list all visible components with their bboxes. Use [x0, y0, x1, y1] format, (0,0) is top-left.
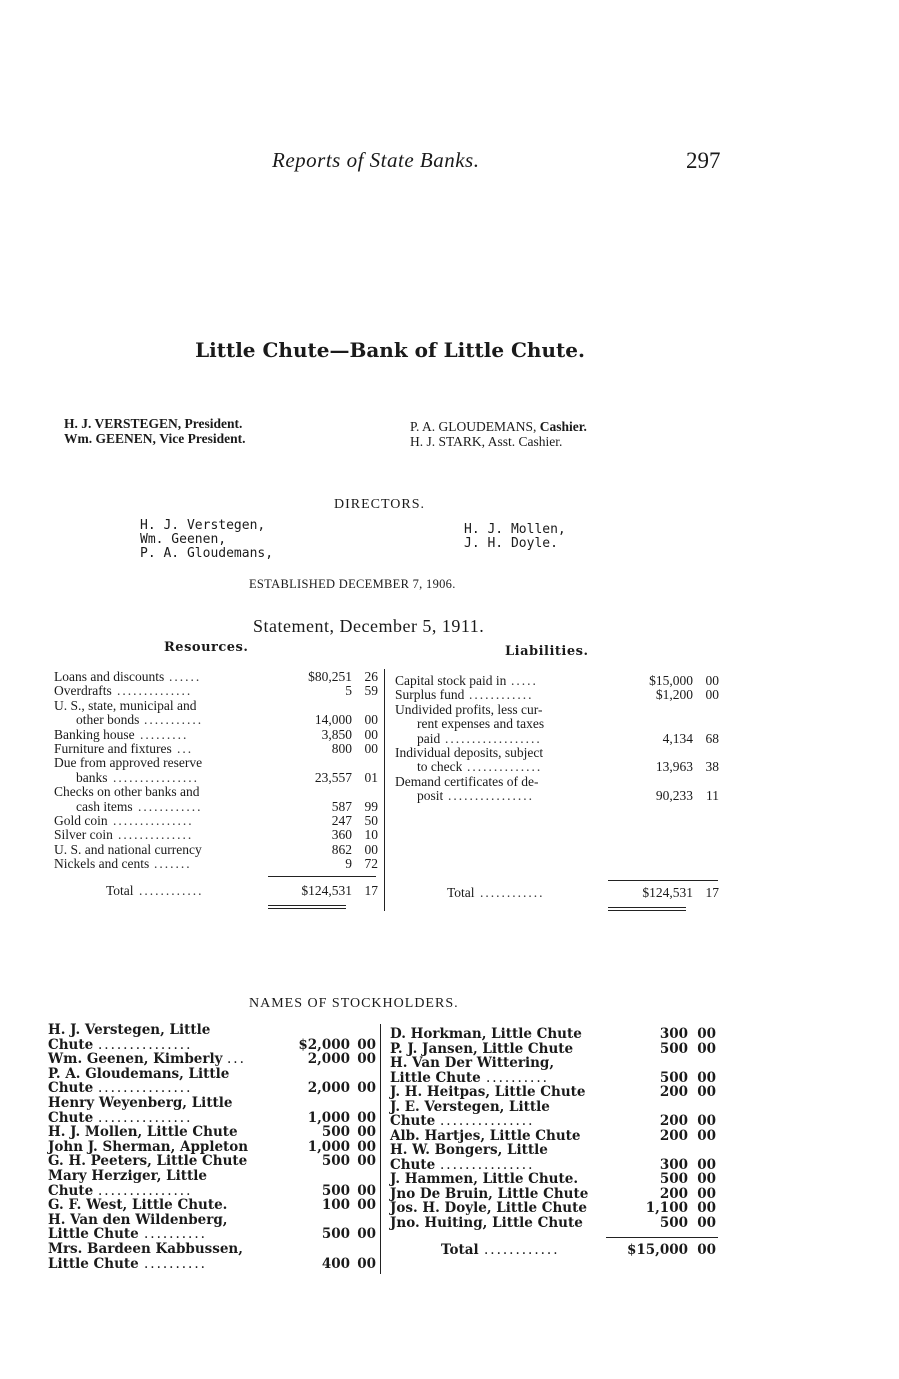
row-cents: 50	[364, 813, 378, 828]
row-label: Total	[441, 1242, 479, 1258]
stockholder-row	[390, 1042, 716, 1056]
row-cents: 00	[697, 1171, 716, 1187]
stockholder-row	[48, 1096, 376, 1110]
row-cents: 00	[364, 841, 378, 857]
leader-dots: ............	[469, 688, 534, 703]
resource-row	[54, 843, 378, 857]
row-amount: 1,000	[307, 1109, 350, 1126]
leader-dots: ...............	[98, 1037, 193, 1052]
officer-name: H. J. STARK,	[410, 434, 486, 449]
row-amount: 500	[321, 1226, 350, 1243]
director-name: J. H. Doyle.	[464, 536, 558, 551]
page-number: 297	[686, 148, 721, 173]
row-cents: 00	[705, 673, 719, 688]
leader-dots: ............	[480, 886, 545, 900]
stockholder-row	[48, 1111, 376, 1125]
resources-heading: Resources.	[164, 640, 249, 655]
stockholder-row	[48, 1198, 376, 1212]
row-label: G. H. Peeters, Little Chute	[48, 1153, 248, 1170]
row-amount: 800	[331, 741, 352, 756]
row-cents: 68	[705, 730, 719, 746]
row-label: U. S., state, municipal and	[54, 698, 197, 713]
row-label: D. Horkman, Little Chute	[390, 1026, 582, 1042]
stockholder-row	[390, 1143, 716, 1157]
stockholder-row	[390, 1201, 716, 1215]
stockholder-row	[48, 1154, 376, 1168]
row-cents: 00	[697, 1084, 716, 1100]
officer-president	[64, 416, 246, 431]
row-label: Total	[447, 886, 475, 900]
liability-row	[395, 688, 719, 702]
row-label: Undivided profits, less cur-	[395, 702, 543, 717]
stockholder-row	[390, 1172, 716, 1186]
resource-row	[54, 814, 378, 828]
leader-dots: ...	[177, 742, 194, 756]
row-label: Overdrafts	[54, 684, 112, 699]
row-cents: 00	[364, 741, 378, 756]
resource-row	[54, 742, 378, 756]
row-label: cash items	[76, 799, 133, 814]
row-label: Demand certificates of de-	[395, 774, 539, 789]
row-cents: 00	[697, 1185, 716, 1202]
liability-row	[395, 674, 719, 688]
running-title: Reports of State Banks.	[272, 148, 480, 172]
row-amount: 500	[659, 1069, 688, 1086]
row-label: Little Chute	[48, 1255, 139, 1272]
liability-row	[395, 717, 719, 731]
stockholder-row	[390, 1100, 716, 1114]
row-label: H. Van Der Wittering,	[390, 1055, 555, 1071]
stockholder-row	[48, 1140, 376, 1154]
directors-right	[464, 523, 566, 551]
leader-dots: ..............	[467, 760, 543, 775]
row-label: Chute	[390, 1113, 436, 1129]
row-cents: 00	[697, 1026, 716, 1042]
row-label: Silver coin	[54, 828, 113, 843]
row-cents: 00	[697, 1214, 716, 1231]
row-cents: 38	[705, 759, 719, 775]
leader-dots: ...............	[98, 1183, 193, 1198]
row-amount: 14,000	[314, 712, 352, 728]
total-rule	[608, 880, 718, 881]
leader-dots: .........	[140, 727, 189, 742]
directors-left	[140, 519, 273, 561]
row-amount: 1,000	[307, 1138, 350, 1155]
row-cents: 00	[357, 1080, 376, 1097]
total-double-rule	[608, 907, 686, 908]
row-cents: 17	[705, 885, 719, 900]
stockholder-row	[48, 1081, 376, 1095]
row-cents: 00	[357, 1051, 376, 1068]
row-amount: $124,531	[301, 883, 352, 898]
row-label: Chute	[48, 1036, 94, 1053]
column-divider	[380, 1024, 381, 1274]
leader-dots: ..............	[117, 684, 193, 699]
row-label: Capital stock paid in	[395, 674, 507, 688]
row-cents: 00	[357, 1153, 376, 1170]
resource-row	[54, 713, 378, 727]
row-amount: 500	[659, 1171, 688, 1187]
row-label: Mary Herziger, Little	[48, 1168, 207, 1184]
row-amount: $1,200	[655, 687, 693, 703]
director-name: Wm. Geenen,	[140, 532, 227, 547]
row-cents: 00	[357, 1138, 376, 1155]
liability-row	[395, 789, 719, 803]
row-label: John J. Sherman, Appleton	[48, 1138, 249, 1155]
row-label: Due from approved reserve	[54, 756, 203, 771]
row-amount: 200	[659, 1127, 688, 1144]
established-date: ESTABLISHED DECEMBER 7, 1906.	[249, 577, 456, 591]
leader-dots: ..........	[144, 1256, 207, 1271]
stockholder-row	[48, 1052, 376, 1066]
row-amount: 500	[321, 1124, 350, 1141]
row-cents: 00	[697, 1127, 716, 1144]
leader-dots: ...............	[440, 1114, 535, 1128]
row-cents: 00	[697, 1069, 716, 1086]
leader-dots: ...............	[113, 814, 194, 828]
row-amount: $124,531	[642, 885, 693, 900]
total-double-rule	[268, 905, 346, 906]
row-label: U. S. and national currency	[54, 842, 202, 857]
officer-name: H. J. VERSTEGEN,	[64, 416, 182, 431]
row-amount: 247	[331, 813, 352, 828]
row-label: G. F. West, Little Chute.	[48, 1197, 228, 1214]
liability-row	[395, 760, 719, 774]
row-cents: 59	[364, 683, 378, 699]
row-label: Nickels and cents	[54, 857, 150, 872]
row-label: Chute	[48, 1109, 94, 1126]
row-amount: 360	[331, 827, 352, 843]
resources-total-row	[106, 884, 378, 898]
row-cents: 00	[357, 1109, 376, 1126]
row-cents: 00	[697, 1113, 716, 1129]
row-label: J. Hammen, Little Chute.	[390, 1171, 579, 1187]
row-cents: 00	[357, 1197, 376, 1214]
leader-dots: ...........	[144, 713, 204, 728]
row-label: Gold coin	[54, 814, 108, 828]
row-amount: $15,000	[649, 673, 693, 688]
officer-cashier	[410, 419, 587, 434]
resource-row	[54, 857, 378, 871]
row-amount: 9	[345, 856, 352, 872]
resource-row	[54, 828, 378, 842]
row-label: H. Van den Wildenberg,	[48, 1211, 228, 1228]
row-label: Mrs. Bardeen Kabbussen,	[48, 1241, 243, 1257]
stockholder-row	[48, 1169, 376, 1183]
row-label: rent expenses and taxes	[417, 717, 545, 732]
total-double-rule	[268, 908, 346, 909]
stockholders-heading: NAMES OF STOCKHOLDERS.	[249, 996, 459, 1011]
row-label: H. J. Mollen, Little Chute	[48, 1124, 238, 1141]
resource-row	[54, 756, 378, 770]
row-amount: 2,000	[307, 1080, 350, 1097]
row-amount: 1,100	[645, 1200, 688, 1216]
stockholders-total-row	[441, 1243, 716, 1257]
column-divider	[384, 669, 385, 911]
row-amount: 500	[321, 1153, 350, 1170]
row-cents: 26	[364, 669, 378, 684]
leader-dots: ......	[169, 670, 202, 684]
row-label: Loans and discounts	[54, 670, 165, 684]
row-label: to check	[417, 760, 463, 775]
leader-dots: ...............	[98, 1081, 193, 1096]
row-label: P. A. Gloudemans, Little	[48, 1065, 230, 1082]
row-cents: 00	[357, 1255, 376, 1272]
row-amount: 500	[659, 1214, 688, 1231]
row-label: Alb. Hartjes, Little Chute	[390, 1127, 581, 1144]
officer-vice-president	[64, 431, 246, 446]
row-label: J. E. Verstegen, Little	[390, 1098, 550, 1115]
leader-dots: ..........	[486, 1070, 549, 1085]
leader-dots: ..........	[144, 1227, 207, 1242]
liability-row	[395, 746, 719, 760]
stockholder-row	[390, 1085, 716, 1099]
resource-row	[54, 800, 378, 814]
stockholder-row	[48, 1067, 376, 1081]
row-label: P. J. Jansen, Little Chute	[390, 1040, 574, 1057]
row-label: Wm. Geenen, Kimberly	[48, 1051, 223, 1068]
row-label: Chute	[48, 1080, 94, 1097]
row-label: Checks on other banks and	[54, 785, 200, 800]
director-name: P. A. Gloudemans,	[140, 546, 274, 561]
row-label: H. W. Bongers, Little	[390, 1142, 548, 1158]
stockholder-row	[390, 1187, 716, 1201]
officers-left	[64, 416, 246, 446]
row-cents: 72	[364, 856, 378, 872]
liability-row	[395, 775, 719, 789]
row-amount: 2,000	[307, 1051, 350, 1068]
row-label: Individual deposits, subject	[395, 746, 544, 760]
statement-title: Statement, December 5, 1911.	[253, 616, 485, 636]
directors-heading: DIRECTORS.	[334, 497, 426, 512]
leader-dots: .......	[154, 857, 192, 872]
liability-row	[395, 732, 719, 746]
liability-row	[395, 703, 719, 717]
row-label: Jno De Bruin, Little Chute	[390, 1185, 589, 1202]
row-label: posit	[417, 789, 444, 804]
row-amount: 300	[659, 1156, 688, 1173]
bank-title: Little Chute—Bank of Little Chute.	[195, 338, 585, 362]
row-label: Jos. H. Doyle, Little Chute	[390, 1200, 587, 1216]
stockholder-row	[390, 1071, 716, 1085]
row-amount: 200	[659, 1113, 688, 1129]
director-name: H. J. Mollen,	[464, 522, 566, 537]
leader-dots: ...............	[440, 1157, 535, 1172]
stockholder-row	[390, 1056, 716, 1070]
stockholder-row	[48, 1184, 376, 1198]
row-amount: 23,557	[314, 769, 352, 785]
leader-dots: ................	[113, 770, 199, 785]
liabilities-total-row	[447, 886, 719, 900]
row-cents: 00	[364, 712, 378, 728]
resource-row	[54, 785, 378, 799]
resource-row	[54, 771, 378, 785]
row-label: Jno. Huiting, Little Chute	[390, 1214, 583, 1231]
officer-title: Cashier.	[539, 419, 587, 434]
stockholder-row	[390, 1114, 716, 1128]
row-label: paid	[417, 731, 441, 746]
row-label: Chute	[48, 1182, 94, 1199]
row-label: Little Chute	[48, 1226, 139, 1243]
director-name: H. J. Verstegen,	[140, 518, 266, 533]
row-amount: 500	[321, 1182, 350, 1199]
officers-right	[410, 419, 587, 449]
officer-title: President.	[184, 416, 243, 431]
row-amount: 4,134	[662, 730, 693, 746]
row-cents: 17	[364, 883, 378, 898]
officer-title: Asst. Cashier.	[487, 434, 563, 449]
stockholder-row	[48, 1257, 376, 1271]
row-amount: 587	[331, 798, 352, 814]
row-amount: $15,000	[626, 1242, 688, 1258]
resource-row	[54, 699, 378, 713]
row-cents: 00	[697, 1040, 716, 1057]
row-label: Furniture and fixtures	[54, 742, 172, 756]
resource-row	[54, 684, 378, 698]
row-amount: $2,000	[298, 1036, 350, 1053]
leader-dots: ...............	[98, 1110, 193, 1125]
row-amount: 5	[345, 683, 352, 699]
row-cents: 00	[357, 1182, 376, 1199]
stockholder-row	[48, 1038, 376, 1052]
leader-dots: ..............	[118, 828, 194, 843]
row-amount: 90,233	[655, 788, 693, 804]
leader-dots: ............	[484, 1243, 560, 1257]
stockholder-row	[48, 1213, 376, 1227]
row-amount: 200	[659, 1185, 688, 1202]
row-amount: 200	[659, 1084, 688, 1100]
row-cents: 11	[706, 788, 719, 804]
row-cents: 00	[697, 1200, 716, 1216]
leader-dots: ............	[138, 799, 203, 814]
row-amount: 100	[321, 1197, 350, 1214]
leader-dots: ............	[139, 884, 204, 898]
leader-dots: ..................	[445, 731, 542, 746]
row-amount: 300	[659, 1026, 688, 1042]
stockholder-row	[390, 1129, 716, 1143]
resource-row	[54, 670, 378, 684]
row-amount: 13,963	[655, 759, 693, 775]
stockholder-row	[390, 1216, 716, 1230]
total-rule	[606, 1237, 718, 1238]
row-cents: 00	[357, 1124, 376, 1141]
row-label: Surplus fund	[395, 688, 465, 703]
officer-name: Wm. GEENEN,	[64, 431, 156, 446]
row-amount: 400	[321, 1255, 350, 1272]
row-amount: 500	[659, 1040, 688, 1057]
row-label: Little Chute	[390, 1069, 481, 1086]
row-label: banks	[76, 770, 108, 785]
row-cents: 10	[364, 827, 378, 843]
leader-dots: ................	[448, 789, 534, 804]
resource-row	[54, 728, 378, 742]
row-cents: 00	[697, 1156, 716, 1173]
row-label: Chute	[390, 1156, 436, 1173]
row-cents: 00	[705, 687, 719, 703]
row-label: J. H. Heitpas, Little Chute	[390, 1084, 586, 1100]
officer-asst-cashier	[410, 434, 587, 449]
row-amount: 862	[331, 841, 352, 857]
total-double-rule	[608, 910, 686, 911]
officer-title: Vice President.	[159, 431, 246, 446]
officer-name: P. A. GLOUDEMANS,	[410, 419, 537, 434]
stockholder-row	[48, 1125, 376, 1139]
row-cents: 99	[364, 798, 378, 814]
row-label: H. J. Verstegen, Little	[48, 1022, 211, 1038]
row-label: Henry Weyenberg, Little	[48, 1095, 233, 1111]
row-cents: 00	[357, 1036, 376, 1053]
leader-dots: .....	[511, 674, 538, 688]
row-label: Total	[106, 884, 134, 898]
row-cents: 00	[357, 1226, 376, 1243]
stockholder-row	[48, 1242, 376, 1256]
liabilities-heading: Liabilities.	[505, 644, 589, 659]
row-amount: 3,850	[321, 726, 352, 742]
row-label: other bonds	[76, 713, 140, 728]
row-cents: 01	[364, 769, 378, 785]
stockholder-row	[48, 1023, 376, 1037]
total-rule	[268, 876, 376, 877]
row-label: Banking house	[54, 727, 135, 742]
leader-dots: ...	[227, 1052, 246, 1067]
stockholder-row	[390, 1158, 716, 1172]
stockholder-row	[390, 1027, 716, 1041]
row-cents: 00	[697, 1242, 716, 1258]
stockholder-row	[48, 1227, 376, 1241]
row-cents: 00	[364, 726, 378, 742]
row-amount: $80,251	[308, 669, 352, 684]
